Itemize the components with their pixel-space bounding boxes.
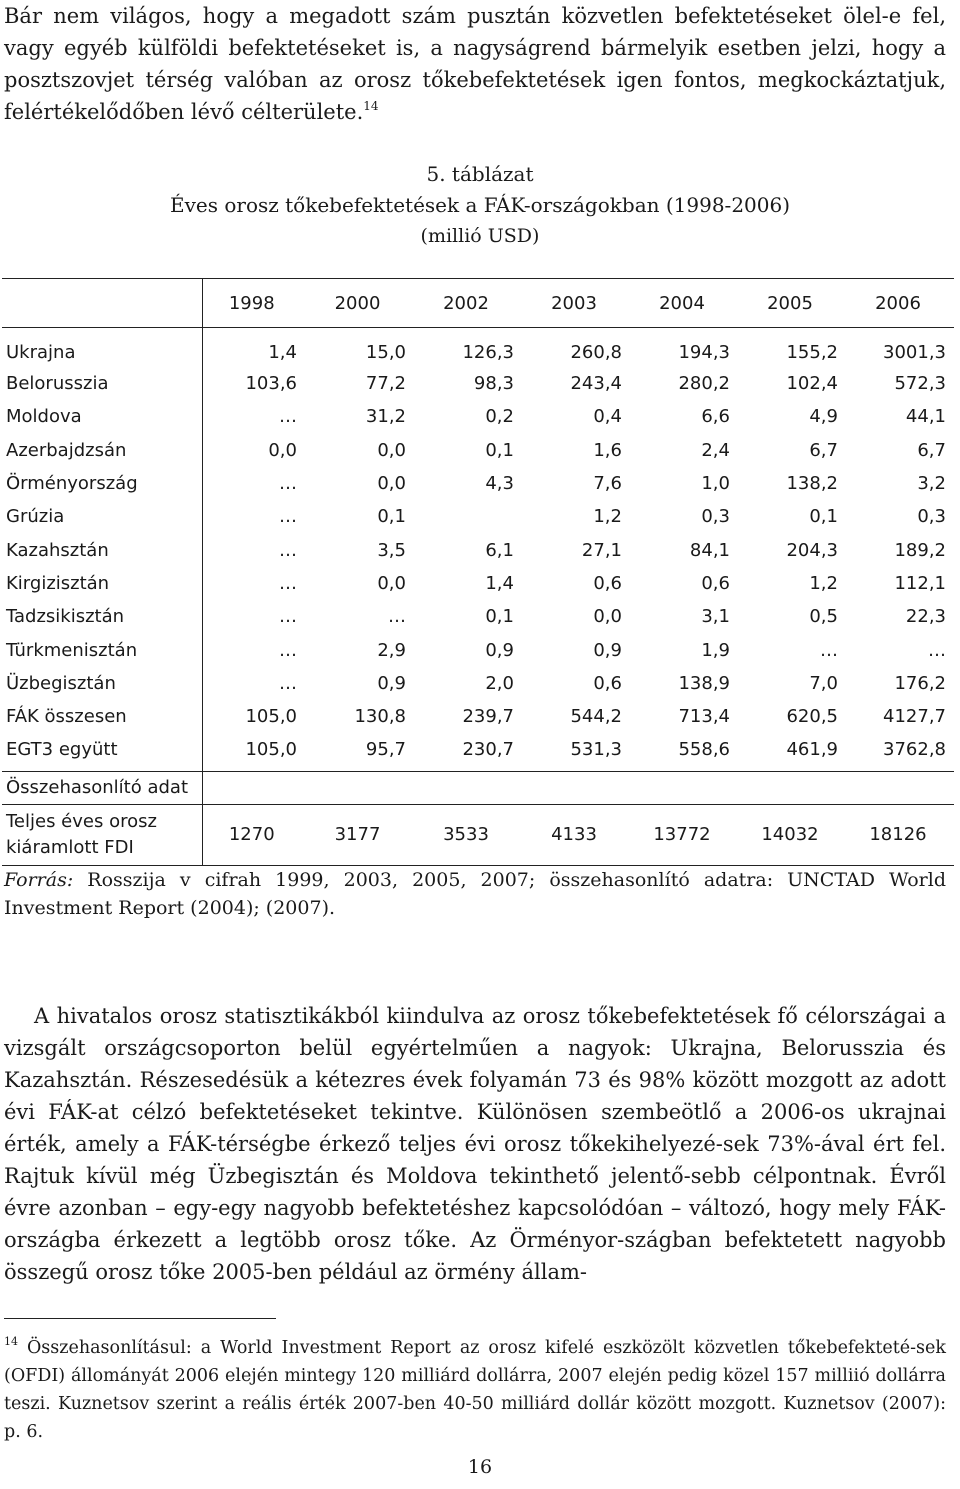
intro-paragraph-text: Bár nem világos, hogy a megadott szám pusztán közvetlen befektetéseket ölel-e fel, vagy egyéb külföldi befektetéseket is, a nagyságrend bármelyik esetben jelzi, hogy a posztszovjet térség valóban az orosz tőkebefektetések igen fontos, megkockáztatjuk, felértékelődőben lévő célterülete. <box>4 4 946 124</box>
fdi-row <box>2 804 954 865</box>
value-cell: 260,8 <box>570 342 622 363</box>
footnote-text: Összehasonlításul: a World Investment Report az orosz kifelé eszközölt közvetlen tőkebefekteté-sek (OFDI) állományát 2006 elején mintegy 120 milliárd dollárra, 2007 elején pedig közel 157 milliió dollárra teszi. Kuznetsov szerint a reális érték 2007-ben 40-50 milliárd dollár között mozgott. Kuznetsov (2007): p. 6. <box>4 1338 946 1442</box>
value-cell: … <box>279 606 297 628</box>
fdi-label: Teljes éves orosz kiáramlott FDI <box>2 804 202 865</box>
value-cell: … <box>279 506 297 528</box>
footnote <box>4 1334 946 1446</box>
value-cell: 7,0 <box>809 672 838 694</box>
table-row <box>2 400 954 433</box>
value-cell: 138,9 <box>678 672 730 694</box>
table-row <box>2 367 954 400</box>
value-cell: 0,6 <box>701 572 730 594</box>
comparison-row <box>2 771 954 804</box>
table-row <box>2 567 954 600</box>
country-label: Azerbajdzsán <box>2 434 202 467</box>
value-cell: 1,2 <box>593 506 622 528</box>
value-cell: 461,9 <box>786 739 838 761</box>
value-cell: 102,4 <box>786 373 838 395</box>
value-cell: 103,6 <box>245 373 297 395</box>
table-header-row <box>2 279 954 328</box>
value-cell: … <box>279 473 297 495</box>
value-cell: 77,2 <box>365 373 406 395</box>
value-cell: 0,3 <box>917 506 946 528</box>
value-cell: 6,7 <box>917 439 946 461</box>
country-label: Kazahsztán <box>2 533 202 566</box>
value-cell: 126,3 <box>462 342 514 363</box>
value-cell: 0,3 <box>701 506 730 528</box>
table-row <box>2 467 954 500</box>
value-cell: 130,8 <box>354 706 406 728</box>
value-cell: 0,0 <box>377 439 406 461</box>
country-label: Ukrajna <box>2 328 202 368</box>
intro-paragraph <box>4 0 946 128</box>
value-cell: 31,2 <box>365 406 406 428</box>
year-header: 2004 <box>630 279 738 328</box>
value-cell: 558,6 <box>678 739 730 761</box>
fdi-value: 3533 <box>414 804 522 865</box>
fdi-value: 13772 <box>630 804 738 865</box>
value-cell: 0,6 <box>593 572 622 594</box>
year-header: 2005 <box>738 279 846 328</box>
value-cell: 6,7 <box>809 439 838 461</box>
fdi-value: 4133 <box>522 804 630 865</box>
country-label: Grúzia <box>2 500 202 533</box>
year-header: 2002 <box>414 279 522 328</box>
value-cell: 0,1 <box>485 439 514 461</box>
value-cell: 0,5 <box>809 606 838 628</box>
fdi-value: 18126 <box>846 804 954 865</box>
page-number: 16 <box>467 1456 493 1478</box>
country-label: FÁK összesen <box>2 700 202 733</box>
value-cell: 0,0 <box>377 572 406 594</box>
value-cell: 105,0 <box>245 706 297 728</box>
table-number: 5. táblázat <box>426 162 534 186</box>
footnote-ref: 14 <box>363 99 379 113</box>
fdi-value: 1270 <box>202 804 305 865</box>
value-cell: 4127,7 <box>883 706 946 728</box>
value-cell: 3001,3 <box>883 342 946 363</box>
value-cell: 620,5 <box>786 706 838 728</box>
value-cell: 15,0 <box>365 342 406 363</box>
country-label: Tadzsikisztán <box>2 600 202 633</box>
value-cell: 2,9 <box>377 639 406 661</box>
value-cell: 112,1 <box>894 572 946 594</box>
year-header: 2006 <box>846 279 954 328</box>
value-cell: 0,9 <box>593 639 622 661</box>
value-cell: 239,7 <box>462 706 514 728</box>
comparison-label: Összehasonlító adat <box>2 771 202 804</box>
table-row <box>2 733 954 771</box>
value-cell: 3,1 <box>701 606 730 628</box>
value-cell: 0,1 <box>809 506 838 528</box>
value-cell: 1,2 <box>809 572 838 594</box>
value-cell: 7,6 <box>593 473 622 495</box>
source-label: Forrás: <box>4 869 74 891</box>
footnote-divider <box>4 1318 276 1319</box>
value-cell <box>414 500 522 533</box>
table-row <box>2 328 954 368</box>
table-row <box>2 500 954 533</box>
fdi-value: 14032 <box>738 804 846 865</box>
value-cell: 44,1 <box>905 406 946 428</box>
value-cell: … <box>279 539 297 561</box>
value-cell: 0,0 <box>593 606 622 628</box>
header-corner-cell <box>2 279 202 328</box>
value-cell: 0,1 <box>377 506 406 528</box>
investment-table <box>2 278 954 866</box>
table-row <box>2 600 954 633</box>
value-cell: 84,1 <box>689 539 730 561</box>
year-header: 2000 <box>305 279 414 328</box>
value-cell: 4,3 <box>485 473 514 495</box>
value-cell: 138,2 <box>786 473 838 495</box>
table-row <box>2 667 954 700</box>
value-cell: … <box>279 572 297 594</box>
value-cell: 27,1 <box>581 539 622 561</box>
fdi-value: 3177 <box>305 804 414 865</box>
value-cell: 1,4 <box>268 342 297 363</box>
value-cell: 22,3 <box>905 606 946 628</box>
footnote-number: 14 <box>4 1335 18 1348</box>
comparison-empty <box>202 771 954 804</box>
table-title: Éves orosz tőkebefektetések a FÁK-országokban (1998-2006) <box>169 193 791 217</box>
value-cell: 95,7 <box>365 739 406 761</box>
table-unit: (millió USD) <box>420 225 540 247</box>
value-cell: 6,6 <box>701 406 730 428</box>
main-paragraph: A hivatalos orosz statisztikákból kiindulva az orosz tőkebefektetések fő célországai a vizsgált országcsoporton belül egyértelműen a nagyok: Ukrajna, Belorusszia és Kazahsztán. Részesedésük a kétezres évek folyamán 73 és 98% között mozgott az adott évi FÁK-at célzó befektetéseket tekintve. Különösen szembeötlő a 2006-os ukrajnai érték, amely a FÁK-térségbe érkező teljes évi orosz tőkekihelyezé-sek 73%-ával ért fel. Rajtuk kívül még Üzbegisztán és Moldova tekinthető jelentő-sebb célpontnak. Évről évre azonban – egy-egy nagyobb befektetéshez kapcsolódóan – változó, hogy mely FÁK-országba érkezett a legtöbb orosz tőke. Az Örményor-szágban befektetett nagyobb összegű orosz tőke 2005-ben például az örmény állam- <box>4 1004 946 1284</box>
country-label: Türkmenisztán <box>2 633 202 666</box>
country-label: Üzbegisztán <box>2 667 202 700</box>
country-label: Örményország <box>2 467 202 500</box>
value-cell: 3,5 <box>377 539 406 561</box>
value-cell: 280,2 <box>678 373 730 395</box>
value-cell: 0,0 <box>268 439 297 461</box>
value-cell: 0,6 <box>593 672 622 694</box>
table-source <box>4 866 946 922</box>
value-cell: 176,2 <box>894 672 946 694</box>
value-cell: 243,4 <box>570 373 622 395</box>
value-cell: 0,0 <box>377 473 406 495</box>
value-cell: 0,1 <box>485 606 514 628</box>
value-cell: … <box>388 606 406 628</box>
value-cell: 4,9 <box>809 406 838 428</box>
value-cell: 6,1 <box>485 539 514 561</box>
value-cell: … <box>279 672 297 694</box>
value-cell: 1,9 <box>701 639 730 661</box>
source-text: Rosszija v cifrah 1999, 2003, 2005, 2007; összehasonlító adatra: UNCTAD World Investment Report (2004); (2007). <box>4 869 946 919</box>
value-cell: 0,9 <box>377 672 406 694</box>
country-label: Belorusszia <box>2 367 202 400</box>
country-label: Kirgizisztán <box>2 567 202 600</box>
value-cell: 194,3 <box>678 342 730 363</box>
value-cell: 544,2 <box>570 706 622 728</box>
value-cell: … <box>279 639 297 661</box>
value-cell: 713,4 <box>678 706 730 728</box>
value-cell: 204,3 <box>786 539 838 561</box>
country-label: EGT3 együtt <box>2 733 202 771</box>
country-label: Moldova <box>2 400 202 433</box>
value-cell: 230,7 <box>462 739 514 761</box>
value-cell: 0,9 <box>485 639 514 661</box>
value-cell: … <box>928 639 946 661</box>
value-cell: 3,2 <box>917 473 946 495</box>
value-cell: 0,2 <box>485 406 514 428</box>
table-row <box>2 633 954 666</box>
value-cell: 3762,8 <box>883 739 946 761</box>
value-cell: 572,3 <box>894 373 946 395</box>
value-cell: 155,2 <box>786 342 838 363</box>
value-cell: 105,0 <box>245 739 297 761</box>
year-header: 2003 <box>522 279 630 328</box>
value-cell: 189,2 <box>894 539 946 561</box>
value-cell: 0,4 <box>593 406 622 428</box>
value-cell: 1,0 <box>701 473 730 495</box>
value-cell: … <box>820 639 838 661</box>
table-row <box>2 533 954 566</box>
value-cell: … <box>279 406 297 428</box>
value-cell: 531,3 <box>570 739 622 761</box>
value-cell: 1,4 <box>485 572 514 594</box>
value-cell: 2,0 <box>485 672 514 694</box>
table-row <box>2 700 954 733</box>
table-row <box>2 434 954 467</box>
value-cell: 1,6 <box>593 439 622 461</box>
year-header: 1998 <box>202 279 305 328</box>
value-cell: 2,4 <box>701 439 730 461</box>
value-cell: 98,3 <box>473 373 514 395</box>
